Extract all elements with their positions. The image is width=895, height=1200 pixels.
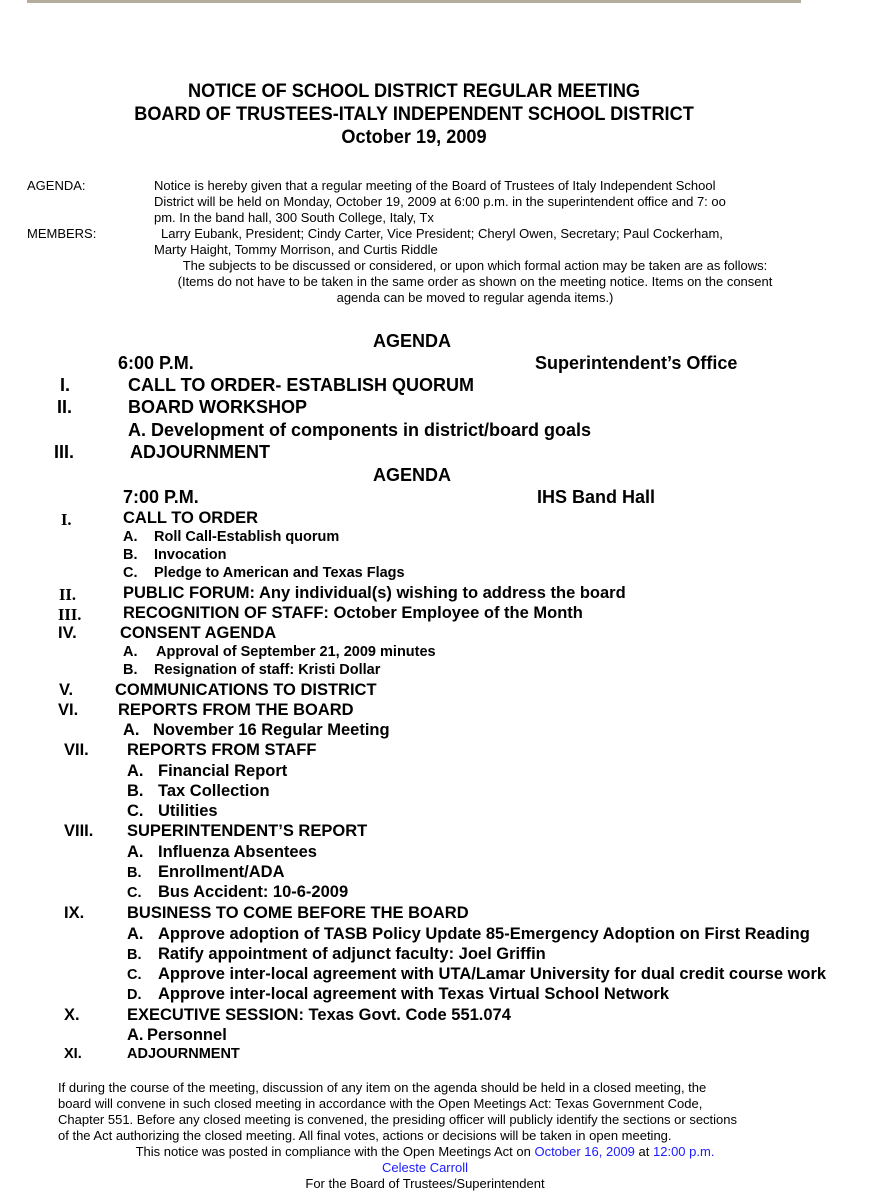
title-line-1: NOTICE OF SCHOOL DISTRICT REGULAR MEETING <box>187 80 641 102</box>
agenda-2-item-4-number: IV. <box>58 624 77 642</box>
posting-time: 12:00 p.m. <box>653 1144 715 1159</box>
signer-name: Celeste Carroll <box>382 1160 468 1175</box>
agenda-2-time: 7:00 P.M. <box>123 487 199 507</box>
agenda-label: AGENDA: <box>27 178 86 193</box>
agenda-2-item-8-number: VIII. <box>64 822 94 840</box>
agenda-2-item-10-title: EXECUTIVE SESSION: Texas Govt. Code 551.074 <box>127 1006 511 1024</box>
agenda-2-item-9-sub-d-letter: D. <box>127 987 142 1003</box>
agenda-2-item-1-sub-a-text: Roll Call-Establish quorum <box>154 529 340 545</box>
agenda-2-item-7-sub-c-letter: C. <box>127 802 144 820</box>
agenda-2-item-9-sub-a-letter: A. <box>127 925 144 943</box>
agenda-2-item-1-sub-a-letter: A. <box>123 529 138 545</box>
agenda-2-item-4-sub-a-text: Approval of September 21, 2009 minutes <box>156 644 436 660</box>
agenda-2-item-9-title: BUSINESS TO COME BEFORE THE BOARD <box>127 904 469 922</box>
members-line-1: Larry Eubank, President; Cindy Carter, Vice President; Cheryl Owen, Secretary; Paul Cockerham, <box>161 226 723 241</box>
agenda-2-item-1-sub-c-letter: C. <box>123 565 138 581</box>
agenda-notice-line-2: District will be held on Monday, October 19, 2009 at 6:00 p.m. in the superintendent office and 7: oo <box>154 194 726 209</box>
closed-meeting-line-4: of the Act authorizing the closed meeting. All final votes, actions or decisions will be taken in open meeting. <box>58 1128 672 1143</box>
members-label: MEMBERS: <box>27 226 97 241</box>
agenda-2-item-3-title: RECOGNITION OF STAFF: October Employee of the Month <box>123 604 583 622</box>
agenda-2-item-11-title: ADJOURNMENT <box>127 1046 240 1062</box>
agenda-2-item-9-sub-c-letter: C. <box>127 967 142 983</box>
agenda-2-item-1-number: I. <box>61 510 72 529</box>
agenda-2-item-10-sub-a-letter: A. <box>127 1026 144 1044</box>
agenda-2-item-1-sub-b-letter: B. <box>123 547 138 563</box>
agenda-2-item-7-title: REPORTS FROM STAFF <box>127 741 317 759</box>
closed-meeting-line-2: board will convene in such closed meeting in accordance with the Open Meetings Act: Texas Government Code, <box>58 1096 703 1111</box>
closed-meeting-notice <box>58 1080 838 1144</box>
members-line-2: Marty Haight, Tommy Morrison, and Curtis Riddle <box>154 242 438 257</box>
agenda-2-item-9-sub-a-text: Approve adoption of TASB Policy Update 85-Emergency Adoption on First Reading <box>158 925 810 943</box>
closed-meeting-line-1: If during the course of the meeting, discussion of any item on the agenda should be held in a closed meeting, the <box>58 1080 707 1095</box>
subjects-note-line-1: The subjects to be discussed or considered, or upon which formal action may be taken are as follows: <box>182 258 768 273</box>
agenda-2-item-9-number: IX. <box>64 904 85 922</box>
agenda-2-item-8-title: SUPERINTENDENT’S REPORT <box>127 822 368 840</box>
agenda-2-item-9-sub-c-text: Approve inter-local agreement with UTA/Lamar University for dual credit course work <box>158 965 827 983</box>
agenda-2-item-8-sub-c-text: Bus Accident: 10-6-2009 <box>158 883 349 901</box>
agenda-2-item-7-number: VII. <box>64 741 89 759</box>
title-line-2: BOARD OF TRUSTEES-ITALY INDEPENDENT SCHOOL DISTRICT <box>134 103 694 125</box>
agenda-2-heading: AGENDA <box>373 465 452 485</box>
subjects-note-line-2: (Items do not have to be taken in the same order as shown on the meeting notice. Items on the consent <box>177 274 773 289</box>
agenda-2-item-6-sub-a-text: November 16 Regular Meeting <box>153 721 390 739</box>
agenda-2-item-1-sub-c-text: Pledge to American and Texas Flags <box>154 565 405 581</box>
agenda-2-item-7-sub-b-letter: B. <box>127 782 144 800</box>
agenda-1-location: Superintendent’s Office <box>535 353 738 373</box>
agenda-notice-line-3: pm. In the band hall, 300 South College, Italy, Tx <box>154 210 434 225</box>
agenda-2-item-4-title: CONSENT AGENDA <box>120 624 277 642</box>
agenda-2-item-5-title: COMMUNICATIONS TO DISTRICT <box>115 681 377 699</box>
closed-meeting-line-3: Chapter 551. Before any closed meeting is convened, the presiding officer will publicly identify the sections or sections <box>58 1112 738 1127</box>
agenda-2-item-7-sub-c-text: Utilities <box>158 802 218 820</box>
agenda-1-item-2-title: BOARD WORKSHOP <box>128 397 307 417</box>
agenda-2-item-9-sub-b-text: Ratify appointment of adjunct faculty: Joel Griffin <box>158 945 546 963</box>
agenda-2-item-2-number: II. <box>59 585 76 604</box>
agenda-2-item-10-sub-a-text: Personnel <box>147 1026 227 1044</box>
agenda-2-item-1-sub-b-text: Invocation <box>154 547 227 563</box>
posting-prefix: This notice was posted in compliance with the Open Meetings Act on <box>135 1144 535 1159</box>
agenda-2-item-4-sub-b-text: Resignation of staff: Kristi Dollar <box>154 662 381 678</box>
agenda-2-item-5-number: V. <box>59 681 74 699</box>
top-rule <box>27 0 801 3</box>
agenda-2-item-8-sub-a-text: Influenza Absentees <box>158 843 317 861</box>
agenda-2-item-6-number: VI. <box>58 701 79 719</box>
agenda-1-heading: AGENDA <box>373 331 452 351</box>
agenda-2-item-11-number: XI. <box>64 1046 82 1062</box>
subjects-note-line-3: agenda can be moved to regular agenda items.) <box>336 290 614 305</box>
agenda-2-item-10-number: X. <box>64 1006 80 1024</box>
agenda-2-item-7-sub-a-letter: A. <box>127 762 144 780</box>
agenda-2-item-8-sub-a-letter: A. <box>127 843 144 861</box>
posting-date: October 16, 2009 <box>534 1144 635 1159</box>
agenda-2-location: IHS Band Hall <box>537 487 656 507</box>
agenda-1-item-2-subitem-a: A. Development of components in district/board goals <box>128 420 592 440</box>
agenda-1-item-3-number: III. <box>54 442 75 462</box>
agenda-notice-line-1: Notice is hereby given that a regular meeting of the Board of Trustees of Italy Independent School <box>154 178 716 193</box>
agenda-2-item-1-title: CALL TO ORDER <box>123 509 259 527</box>
title-line-3: October 19, 2009 <box>341 126 487 148</box>
agenda-2-item-7-sub-a-text: Financial Report <box>158 762 288 780</box>
agenda-2-item-4-sub-b-letter: B. <box>123 662 138 678</box>
agenda-2-item-8-sub-b-letter: B. <box>127 865 142 881</box>
agenda-2-item-6-sub-a-letter: A. <box>123 721 140 739</box>
agenda-2-item-3-number: III. <box>58 605 82 624</box>
agenda-1-item-1-title: CALL TO ORDER- ESTABLISH QUORUM <box>128 375 474 395</box>
posting-statement <box>0 1144 850 1160</box>
agenda-2-item-4-sub-a-letter: A. <box>123 644 138 660</box>
agenda-1-item-3-title: ADJOURNMENT <box>130 442 271 462</box>
signer-title: For the Board of Trustees/Superintendent <box>305 1176 545 1191</box>
agenda-2-item-9-sub-b-letter: B. <box>127 947 142 963</box>
agenda-1-time: 6:00 P.M. <box>118 353 194 373</box>
agenda-2-item-6-title: REPORTS FROM THE BOARD <box>118 701 354 719</box>
agenda-2-item-8-sub-b-text: Enrollment/ADA <box>158 863 285 881</box>
posting-at: at <box>634 1144 653 1159</box>
agenda-2-item-7-sub-b-text: Tax Collection <box>158 782 270 800</box>
agenda-1-item-1-number: I. <box>60 375 71 395</box>
agenda-1-item-2-number: II. <box>57 397 73 417</box>
document-title <box>0 80 828 149</box>
agenda-2-item-9-sub-d-text: Approve inter-local agreement with Texas Virtual School Network <box>158 985 670 1003</box>
agenda-2-item-2-title: PUBLIC FORUM: Any individual(s) wishing to address the board <box>123 584 626 602</box>
agenda-2-item-8-sub-c-letter: C. <box>127 885 142 901</box>
